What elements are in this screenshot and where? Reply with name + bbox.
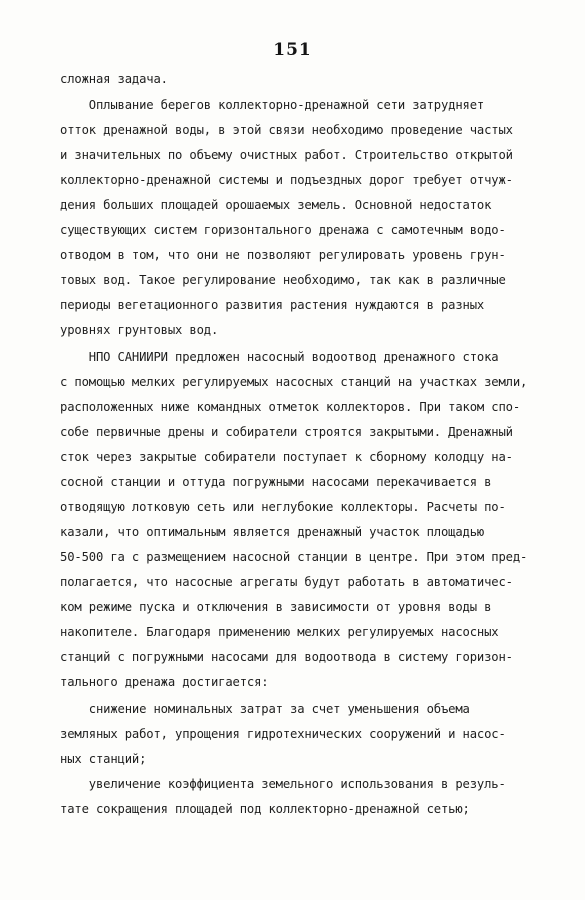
text-line: ком режиме пуска и отключения в зависимости от уровня воды в [60, 600, 492, 614]
text-line: тального дренажа достигается: [60, 675, 269, 689]
text-line: уровнях грунтовых вод. [60, 323, 219, 337]
text-line: отводом в том, что они не позволяют регулировать уровень грун- [60, 248, 506, 262]
text-line: сток через закрытые собиратели поступает к сборному колодцу на- [60, 450, 513, 464]
text-line: тате сокращения площадей под коллекторно-дренажной сетью; [60, 802, 470, 816]
text-line: полагается, что насосные агрегаты будут работать в автоматичес- [60, 575, 513, 589]
text-line: расположенных ниже командных отметок коллекторов. При таком спо- [60, 400, 520, 414]
text-line: с помощью мелких регулируемых насосных станций на участках земли, [60, 375, 528, 389]
text-line: снижение номинальных затрат за счет уменьшения объема [60, 702, 470, 716]
text-line: сложная задача. [60, 72, 168, 86]
text-line: Оплывание берегов коллекторно-дренажной сети затрудняет [60, 98, 485, 112]
text-line: накопителе. Благодаря применению мелких регулируемых насосных [60, 625, 499, 639]
text-line: собе первичные дрены и собиратели строятся закрытыми. Дренажный [60, 425, 513, 439]
text-line: сосной станции и оттуда погружными насосами перекачивается в [60, 475, 492, 489]
page-number: 151 [273, 40, 312, 60]
text-line: коллекторно-дренажной системы и подъездных дорог требует отчуж- [60, 173, 513, 187]
text-line: ных станций; [60, 752, 147, 766]
text-line: отток дренажной воды, в этой связи необходимо проведение частых [60, 123, 513, 137]
text-line: дения больших площадей орошаемых земель. Основной недостаток [60, 198, 492, 212]
text-line: 50-500 га с размещением насосной станции в центре. При этом пред- [60, 550, 528, 564]
text-line: земляных работ, упрощения гидротехнических сооружений и насос- [60, 727, 506, 741]
text-line: казали, что оптимальным является дренажный участок площадью [60, 525, 485, 539]
text-line: и значительных по объему очистных работ. Строительство открытой [60, 148, 513, 162]
text-line: станций с погружными насосами для водоотвода в систему горизон- [60, 650, 513, 664]
text-line: периоды вегетационного развития растения нуждаются в разных [60, 298, 485, 312]
text-line: отводящую лотковую сеть или неглубокие коллекторы. Расчеты по- [60, 500, 506, 514]
text-line: товых вод. Такое регулирование необходимо, так как в различные [60, 273, 506, 287]
text-line: существующих систем горизонтального дренажа с самотечным водо- [60, 223, 506, 237]
text-line: НПО САНИИРИ предложен насосный водоотвод дренажного стока [60, 350, 499, 364]
text-line: увеличение коэффициента земельного использования в резуль- [60, 777, 506, 791]
